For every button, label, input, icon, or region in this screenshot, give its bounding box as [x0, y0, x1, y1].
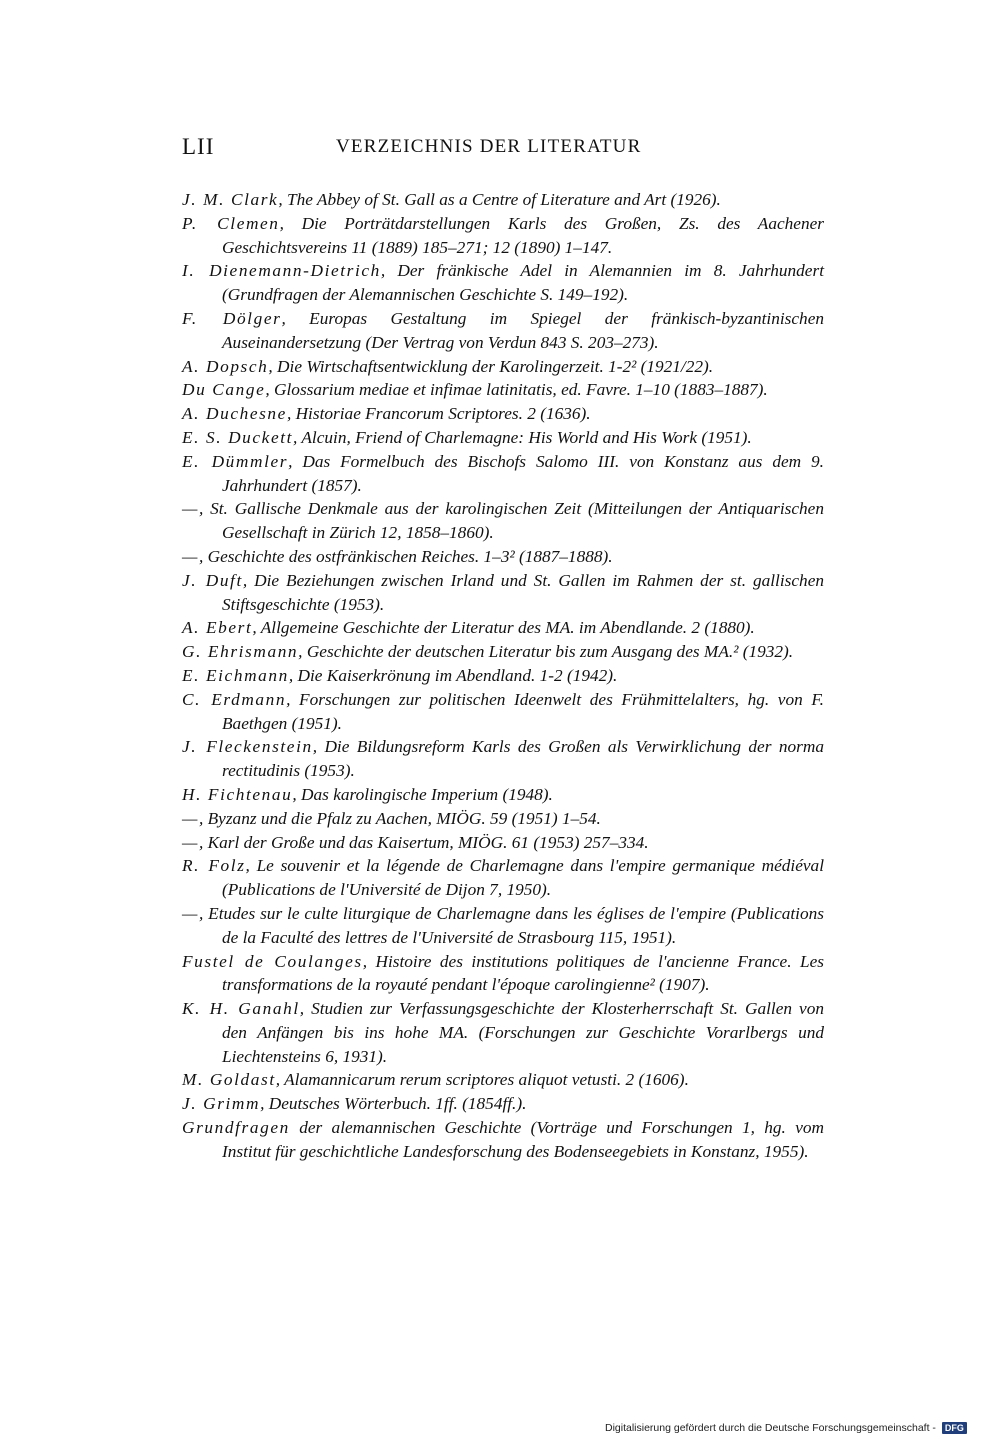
entry-author: E. S. Duckett	[182, 427, 294, 447]
entry-text: , Byzanz und die Pfalz zu Aachen, MIÖG. 59 (1951) 1–54.	[198, 808, 601, 828]
entry-author: F. Dölger	[182, 308, 282, 328]
entry-author: J. M. Clark	[182, 190, 279, 209]
bibliography-entry	[182, 188, 824, 212]
entry-author: Du Cange	[182, 380, 266, 400]
entry-text: , Histoire des institutions politiques de l'ancienne France. Les transformations de la royauté pendant l'époque carolingienne² (1907).	[222, 951, 824, 995]
entry-text: , Die Bildungsreform Karls des Großen als Verwirklichung der norma rectitudinis (1953).	[222, 737, 824, 781]
bibliography-entry	[182, 640, 824, 664]
bibliography-list	[182, 188, 824, 1164]
entry-text: , Le souvenir et la légende de Charlemagne dans l'empire germanique médiéval (Publications de l'Université de Dijon 7, 1950).	[222, 856, 825, 900]
entry-text: , Karl der Große und das Kaisertum, MIÖG. 61 (1953) 257–334.	[198, 832, 649, 852]
entry-author: —	[182, 808, 199, 828]
bibliography-entry	[182, 307, 824, 355]
footer-text: Digitalisierung gefördert durch die Deutsche Forschungsgemeinschaft -	[605, 1422, 936, 1434]
entry-author: A. Ebert	[182, 618, 253, 638]
entry-text: , Etudes sur le culte liturgique de Charlemagne dans les églises de l'empire (Publications de la Faculté des lettres de l'Université de Strasbourg 115, 1951).	[198, 903, 824, 947]
entry-author: M. Goldast	[182, 1070, 276, 1090]
bibliography-entry	[182, 545, 824, 569]
dfg-logo: DFG	[942, 1422, 967, 1434]
bibliography-entry	[182, 735, 824, 783]
entry-author: J. Duft	[182, 570, 243, 590]
entry-text: , Die Kaiserkrönung im Abendland. 1-2 (1942).	[288, 665, 618, 685]
bibliography-entry	[182, 402, 824, 426]
entry-text: , Alcuin, Friend of Charlemagne: His World and His Work (1951).	[293, 427, 752, 447]
entry-author: —	[182, 903, 199, 923]
entry-author: —	[182, 499, 199, 519]
entry-author: J. Grimm	[182, 1094, 261, 1114]
entry-author: A. Duchesne	[182, 404, 287, 424]
bibliography-entry	[182, 783, 824, 807]
entry-author: J. Fleckenstein	[182, 737, 313, 757]
entry-text: , Allgemeine Geschichte der Literatur des MA. im Abendlande. 2 (1880).	[252, 618, 755, 638]
entry-text: , Europas Gestaltung im Spiegel der fränkisch-byzantinischen Auseinandersetzung (Der Vertrag von Verdun 843 S. 203–273).	[222, 308, 824, 352]
entry-text: , Forschungen zur politischen Ideenwelt des Frühmittelalters, hg. von F. Baethgen (1951).	[222, 689, 824, 733]
bibliography-entry	[182, 807, 824, 831]
bibliography-entry	[182, 259, 824, 307]
entry-text: der alemannischen Geschichte (Vorträge und Forschungen 1, hg. vom Institut für geschichtliche Landesforschung des Bodenseegebiets in Konstanz, 1955).	[222, 1118, 824, 1161]
entry-text: , Die Wirtschaftsentwicklung der Karolingerzeit. 1-2² (1921/22).	[268, 356, 714, 376]
entry-author: R. Folz	[182, 856, 246, 876]
entry-text: , Glossarium mediae et infimae latinitatis, ed. Favre. 1–10 (1883–1887).	[265, 380, 768, 400]
bibliography-entry	[182, 616, 824, 640]
entry-text: , Das Formelbuch des Bischofs Salomo III. von Konstanz aus dem 9. Jahrhundert (1857).	[222, 451, 824, 495]
entry-text: , Studien zur Verfassungsgeschichte der Klosterherrschaft St. Gallen von den Anfängen bis ins hohe MA. (Forschungen zur Geschichte Vorarlbergs und Liechtensteins 6, 1931).	[222, 999, 825, 1066]
entry-text: , Geschichte der deutschen Literatur bis zum Ausgang des MA.² (1932).	[298, 642, 794, 662]
entry-author: H. Fichtenau	[182, 784, 293, 804]
entry-text: , Der fränkische Adel in Alemannien im 8. Jahrhundert (Grundfragen der Alemannischen Geschichte S. 149–192).	[222, 261, 824, 305]
bibliography-entry	[182, 378, 824, 402]
entry-author: I. Dienemann-Dietrich	[182, 261, 381, 281]
bibliography-entry	[182, 854, 824, 902]
bibliography-entry	[182, 950, 824, 998]
entry-text: , Alamannicarum rerum scriptores aliquot vetusti. 2 (1606).	[275, 1070, 689, 1090]
entry-author: C. Erdmann	[182, 689, 287, 709]
bibliography-entry	[182, 212, 824, 260]
entry-author: P. Clemen	[182, 213, 280, 233]
entry-text: , Historiae Francorum Scriptores. 2 (1636).	[286, 404, 591, 424]
bibliography-entry	[182, 426, 824, 450]
bibliography-entry	[182, 664, 824, 688]
entry-author: —	[182, 546, 199, 566]
entry-author: K. H. Ganahl	[182, 999, 300, 1019]
page-header	[182, 134, 672, 164]
entry-text: , Deutsches Wörterbuch. 1ff. (1854ff.).	[260, 1094, 527, 1114]
bibliography-entry	[182, 1116, 824, 1164]
entry-text: , Geschichte des ostfränkischen Reiches. 1–3² (1887–1888).	[198, 546, 613, 566]
entry-author: Grundfragen	[182, 1118, 290, 1138]
bibliography-entry	[182, 831, 824, 855]
entry-author: E. Eichmann	[182, 665, 289, 685]
entry-text: , Die Porträtdarstellungen Karls des Großen, Zs. des Aachener Geschichtsvereins 11 (1889) 185–271; 12 (1890) 1–147.	[222, 213, 824, 257]
entry-author: E. Dümmler	[182, 451, 289, 471]
bibliography-entry	[182, 1068, 824, 1092]
entry-author: G. Ehrismann	[182, 642, 299, 662]
running-title: VERZEICHNIS DER LITERATUR	[336, 136, 642, 157]
entry-author: —	[182, 832, 199, 852]
bibliography-entry	[182, 688, 824, 736]
bibliography-entry	[182, 1092, 824, 1116]
bibliography-entry	[182, 497, 824, 545]
entry-author: Fustel de Coulanges	[182, 951, 363, 971]
entry-text: , St. Gallische Denkmale aus der karolingischen Zeit (Mitteilungen der Antiquarischen Gesellschaft in Zürich 12, 1858–1860).	[198, 499, 824, 543]
digitization-footer	[605, 1422, 967, 1434]
bibliography-entry	[182, 355, 824, 379]
bibliography-entry	[182, 902, 824, 950]
bibliography-entry	[182, 569, 824, 617]
entry-author: A. Dopsch	[182, 356, 269, 376]
bibliography-entry	[182, 997, 824, 1068]
page-number: LII	[182, 134, 215, 159]
entry-text: , The Abbey of St. Gall as a Centre of Literature and Art (1926).	[278, 190, 721, 209]
entry-text: , Die Beziehungen zwischen Irland und St. Gallen im Rahmen der st. gallischen Stiftsgeschichte (1953).	[222, 570, 825, 614]
entry-text: , Das karolingische Imperium (1948).	[292, 784, 553, 804]
bibliography-entry	[182, 450, 824, 498]
